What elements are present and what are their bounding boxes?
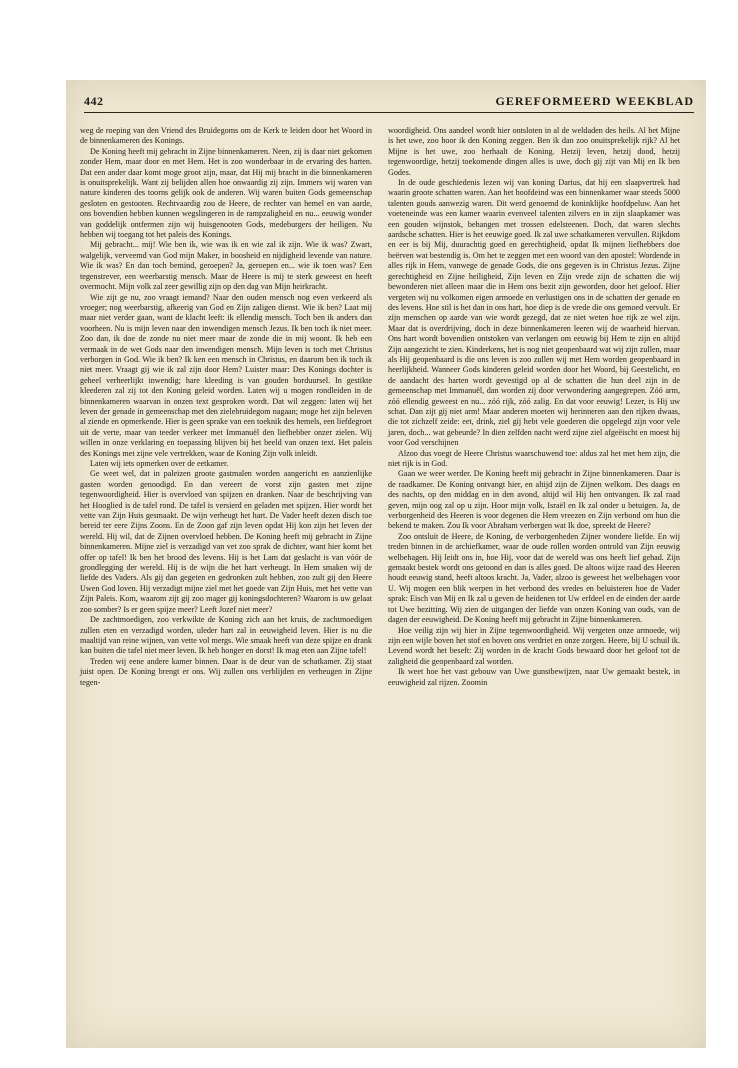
paragraph: De zachtmoedigen, zoo verkwikte de Koning zich aan het kruis, de zachtmoedigen zullen eten en verzadigd worden, uleder hart zal in eeuwigheid leven. Hier is nu die maaltijd van reine wijnen, van vette vol mergs. Wie smaak heeft van deze spijze en drank kan buiten die tafel niet meer leven. Ik heb honger en dorst! Ik mag eten aan Zijne tafel! [80,615,372,656]
page-header [84,90,694,113]
paragraph: Treden wij eene andere kamer binnen. Daar is de deur van de schatkamer. Zij staat juist open. De Koning brengt er ons. Wij zullen ons verblijden en verheugen in Zijne tegen- [80,656,372,687]
journal-title: GEREFORMEERD WEEKBLAD [495,94,694,108]
paragraph: Hoe veilig zijn wij hier in Zijne tegenwoordigheid. Wij vergeten onze armoede, wij zijn een wijle boven het stof en boven ons verdriet en onze zorgen. Heere, bij U schuil ik. Levend wordt het beseft: Zij worden in de kracht Gods bewaard door het geloof tot de zaligheid die geopenbaard zal worden. [388,625,680,666]
paragraph: weg de roeping van den Vriend des Bruidegoms om de Kerk te leiden door het Woord in de binnenkameren des Konings. [80,126,372,146]
paragraph: Zoo ontsluit de Heere, de Koning, de verborgenheden Zijner wondere liefde. En wij treden binnen in de archiefkamer, waar de oude rollen worden ontrold van Zijn eeuwig welbehagen. Hij leidt ons in, hoe Hij, voor dat de wereld was ons heeft lief gehad. Zijn gemaakt bestek wordt ons getoond en dan is alles goed. De altoos wijze raad des Heeren houdt eeuwig stand, heeft altoos kracht. Ja, Vader, alzoo is geweest het welbehagen voor U. Wij mogen een blik werpen in het verbond des vredes en beluisteren hoe de Vader sprak: Eisch van Mij en Ik zal u geven de heidenen tot Uw erfdeel en de einden der aarde tot Uwe bezitting. Wij zien de uitgangen der liefde van onzen Koning van ouds, van de dagen der eeuwigheid. De Koning heeft mij gebracht in Zijne binnenkameren. [388,531,680,625]
paragraph: De Koning heeft mij gebracht in Zijne binnenkameren. Neen, zij is daar niet gekomen zonder Hem, maar door en met Hem. Het is zoo wonderbaar in de ervaring des harten. Dat een ander daar komt moge groot zijn, maar, dat Hij mij bracht in die binnenkameren is onuitsprekelijk. Want zij belijden allen hoe onwaardig zij zijn. Immers wij waren van nature kinderen des toorns gelijk ook de anderen. Wij waren buiten Gods gemeenschap gesloten en gestooten. Rechtvaardig zou de Heere, de rechter van hemel en van aarde, ons bovendien hebben kunnen wegslingeren in de rampzaligheid en nu... eeuwig wonder van goddelijk ontfermen zijn wij huisgenooten Gods, medeburgers der heiligen. Nu hebben wij toegang tot het paleis des Konings. [80,146,372,240]
page-number: 442 [84,94,104,108]
left-column [80,126,372,688]
right-column [388,126,680,688]
paragraph: Mij gebracht... mij! Wie ben ik, wie was ik en wie zal ik zijn. Wie ik was? Zwart, walgelijk, verveemd van God mijn Maker, in boosheid en nijdigheid levende van nature. Wie ik was? En dan toch bemind, geroepen? Ja, geroepen en... wie ik toen was? Een tegenstrever, een weerbarstig mensch. Maar de Heere is mij te sterk geweest en heeft overmocht. Mijn volk zal zeer gewillig zijn op den dag van Mijn heirkracht. [80,240,372,292]
paragraph: Gaan we weer werder. De Koning heeft mij gebracht in Zijne binnenkameren. Daar is de raadkamer. De Koning ontvangt hier, en altijd zijn de Zijnen welkom. Des daags en des nachts, op den middag en in den avond, altijd wil Hij hen ontvangen. Ik zal raad geven, mijn oog zal op u zijn. Hoor mijn volk, Israël en Ik zal onder u betuigen. Ja, de verborgenheid des Heeren is voor degenen die Hem vreezen en Zijn verbond om hun die bekend te maken. Zou Ik voor Abraham verbergen wat Ik doe, spreekt de Heere? [388,469,680,531]
paragraph: Wie zijt ge nu, zoo vraagt iemand? Naar den ouden mensch nog even verkeerd als vroeger; nog weerbarstig, afkeerig van God en Zijn zaligen dienst. Wie ik ben? Laat mij maar niet verder gaan, want de klacht leeft: ik ellendig mensch. Toch ben ik anders dan voorheen. Nu is mijn leven naar den inwendigen mensch Jezus. Ik ben toch ik niet meer. Zoo dan, ik doe de zonde nu niet meer maar de zonde die in mij woont. Ik heb een vermaak in de wet Gods naar den inwendigen mensch. Mijn leven is toch met Christus verborgen in God. Wie ik ben? Ik ken een mensch in Christus, en daarom ben ik toch ik niet meer. Vraagt gij wie ik zal zijn door Hem? Luister maar: Des Konings dochter is geheel verheerlijkt inwendig; hare kleeding is van gouden borduursel. In gestikte kleederen zal zij tot den Koning geleid worden. Laten wij u mogen rondleiden in de binnenkameren waarvan in onzen text gesproken wordt. Dat wil zeggen: laten wij het leven der genade in gemeenschap met den zielebruidegom nagaan; moge het zijn beleven al ziende en opmerkende. Hier is geen sprake van een toeknik des hemels, een liefdegroet uit de verte, maar van teeder verkeer met Immanuël den liefhebber onzer zielen. Wij willen in onze verklaring en toepassing blijven bij het beeld van onzen text. Het paleis des Konings met zijne vele vertrekken, waar de Koning Zijn volk inleidt. [80,292,372,458]
paragraph: woordigheid. Ons aandeel wordt hier ontsloten in al de weldaden des heils. Al het Mijne is het uwe, zoo hoor ik den Koning zeggen. Ben ik dan zoo onuitsprekelijk rijk? Al het Mijne is het uwe, zoo herhaalt de Koning. Hetzij leven, hetzij dood, hetzij tegenwoordige, hetzij toekomende dingen alles is uwe, doch gij zijt van Mij en Ik ben Godes. [388,126,680,177]
paragraph: Ik weet hoe het vast gebouw van Uwe gunstbewijzen, naar Uw gemaakt bestek, in eeuwigheid zal rijzen. Zoomin [388,667,680,687]
paragraph: Ge weet wel, dat in paleizen groote gastmalen worden aangericht en aanzienlijke gasten worden genoodigd. En dan vereert de vorst zijn gasten met zijne tegenwoordigheid. Hier is overvloed van spijzen en dranken. Naar de beschrijving van het Hooglied is de tafel rond. De tafel is versierd en geladen met spijzen. Hier wordt het vette van Zijn Huis gesmaakt. De wijn verheugt het hart. De Vader heeft dezen disch toe bereid ter eere Zijns Zoons. En de Zoon gaf zijn leven opdat Hij kon zijn het leven der wereld. Hij wil, dat de Zijnen overvloed hebben. De Koning heeft mij gebracht in Zijne binnenkameren. Mijne ziel is verzadigd van vet zoo sprak de dichter, want hier komt het offer op tafel! Ik ben het brood des levens. Hij is het Lam dat geslacht is van vóór de grondlegging der wereld. Hij is de wijn die het hart verheugt. In Hem smaken wij de liefde des Vaders. Als gij dan gegeten en gedronken zult hebben, zoo zult gij den Heere Uwen God loven. Hij verzadigt mijne ziel met het goede van Zijn Huis, met het vette van Zijn Paleis. Kom, waarom zijt gij zoo mager gij koningsdochteren? Waarom is uw gelaat zoo somber? Is er geen spijze meer? Leeft Jozef niet meer? [80,469,372,614]
paragraph: Alzoo dus voegt de Heere Christus waarschuwend toe: aldus zal het met hem zijn, die niet rijk is in God. [388,448,680,468]
paragraph: In de oude geschiedenis lezen wij van koning Darius, dat hij een slaapvertrek had waarin groote schatten waren. Aan het hoofdeind was een binnenkamer waar steeds 5000 talenten gouds aanwezig waren. Dit werd genoemd de koninklijke hoofdpeluw. Aan het voeteneinde was een kamer waarin evenveel talenten zilvers en in zijn slaapkamer was een gouden wijnstok, behangen met trossen edelsteenen. Doch, dat waren slechts aardsche schatten. Hier is het eeuwige goed. Ik zal uwe schatkameren vervullen. Rijkdom en eer is bij Mij, duurachtig goed en gerechtigheid, opdat Ik mijnen liefhebbers doe beërven wat bestendig is. Om het te zeggen met een woord van den apostel: Wordende in alles rijk in Hem, vanwege de genade Gods, die ons gegeven is in Christus Jezus. Zijne gerechtigheid en Zijne heiligheid, Zijn leven en Zijn vrede zijn de schatten die wij bewonderen niet alleen maar die in Hem ons bezit zijn geworden, door het geloof. Hier vergeten wij nu volkomen eigen armoede en verlustigen ons in de schatten der genade en des levens. Hoe stil is het dan in ons hart, hoe diep is de vrede die ons gemoed vervult. Er zijn menschen op aarde van wie wordt gezegd, dat ze niet weten hoe rijk ze wel zijn. Maar dat is overdrijving, doch in deze binnenkameren leeren wij de waarheid hiervan. Ons hart wordt bovendien ontstoken van verlangen om eeuwig bij Hem te zijn en altijd Zijn aangezicht te zien. Kinderkens, het is nog niet geopenbaard wat wij zijn zullen, maar als Hij geopenbaard is die ons leven is zoo zullen wij met Hem worden geopenbaard in heerlijkheid. Wanneer Gods kinderen geleid worden door het Woord, bij Geestelicht, en de aandacht des harten wordt gevestigd op al de schatten die hun deel zijn in de gemeenschap met Immanuël, dan worden zij door verwondering aangegrepen. Zóó arm, zóó ellendig geweest en nu... zóó rijk, zóó zalig. En dat voor eeuwig! Lezer, is Hij uw schat. Dan zijt gij niet arm! Maar anderen moeten wij herinneren aan den rijken dwaas, die tot zichzelf zeide: eet, drink, ziel gij hebt vele goederen die opgelegd zijn voor vele jaren, doch... wat gebeurde? In dien zelfden nacht werd zijne ziel afgeëischt en moest hij voor God verschijnen [388,178,680,448]
paragraph: Laten wij iets opmerken over de eetkamer. [90,459,229,468]
scanned-page [66,80,706,1048]
